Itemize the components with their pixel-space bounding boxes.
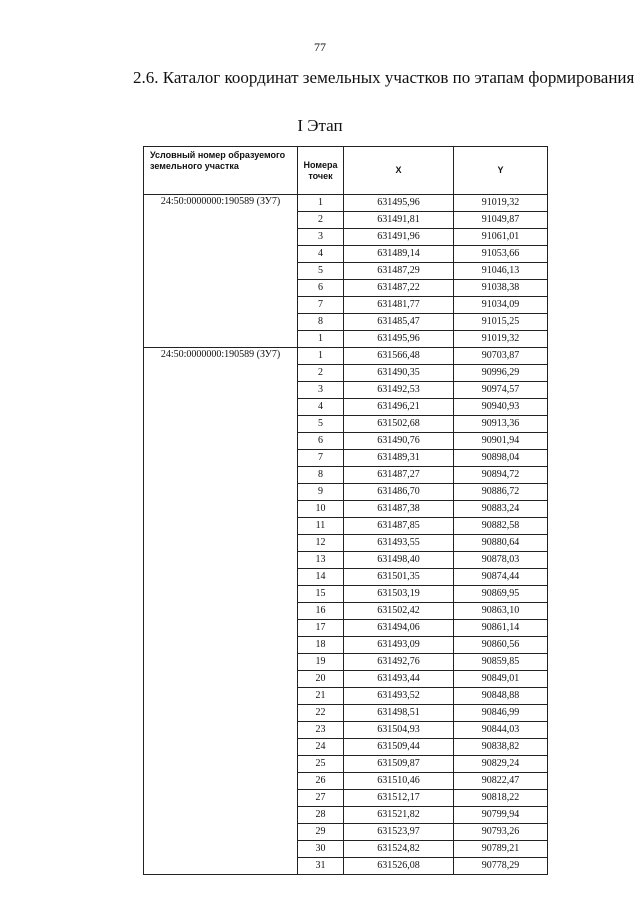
x-coordinate-cell: 631489,31 (344, 450, 454, 467)
point-number-cell: 8 (298, 314, 344, 331)
point-number-cell: 17 (298, 620, 344, 637)
x-coordinate-cell: 631501,35 (344, 569, 454, 586)
x-coordinate-cell: 631524,82 (344, 841, 454, 858)
table-row (144, 348, 548, 365)
x-coordinate-cell: 631521,82 (344, 807, 454, 824)
header-point-number: Номера точек (298, 147, 344, 195)
point-number-cell: 26 (298, 773, 344, 790)
point-number-cell: 29 (298, 824, 344, 841)
header-x: X (344, 147, 454, 195)
point-number-cell: 6 (298, 433, 344, 450)
y-coordinate-cell: 90799,94 (454, 807, 548, 824)
point-number-cell: 22 (298, 705, 344, 722)
point-number-cell: 19 (298, 654, 344, 671)
y-coordinate-cell: 90869,95 (454, 586, 548, 603)
y-coordinate-cell: 90793,26 (454, 824, 548, 841)
point-number-cell: 24 (298, 739, 344, 756)
y-coordinate-cell: 90844,03 (454, 722, 548, 739)
x-coordinate-cell: 631493,55 (344, 535, 454, 552)
point-number-cell: 2 (298, 212, 344, 229)
y-coordinate-cell: 91019,32 (454, 195, 548, 212)
x-coordinate-cell: 631566,48 (344, 348, 454, 365)
table-header-row (144, 147, 548, 195)
x-coordinate-cell: 631495,96 (344, 331, 454, 348)
y-coordinate-cell: 90913,36 (454, 416, 548, 433)
y-coordinate-cell: 90974,57 (454, 382, 548, 399)
point-number-cell: 4 (298, 246, 344, 263)
point-number-cell: 3 (298, 229, 344, 246)
section-heading: 2.6. Каталог координат земельных участков по этапам формирования (133, 68, 635, 87)
header-parcel-number: Условный номер образуемого земельного участка (144, 147, 298, 195)
table-row (144, 195, 548, 212)
point-number-cell: 28 (298, 807, 344, 824)
point-number-cell: 10 (298, 501, 344, 518)
y-coordinate-cell: 90894,72 (454, 467, 548, 484)
point-number-cell: 21 (298, 688, 344, 705)
y-coordinate-cell: 90778,29 (454, 858, 548, 875)
point-number-cell: 7 (298, 450, 344, 467)
y-coordinate-cell: 90886,72 (454, 484, 548, 501)
x-coordinate-cell: 631491,81 (344, 212, 454, 229)
y-coordinate-cell: 91038,38 (454, 280, 548, 297)
x-coordinate-cell: 631502,68 (344, 416, 454, 433)
y-coordinate-cell: 91015,25 (454, 314, 548, 331)
x-coordinate-cell: 631487,22 (344, 280, 454, 297)
x-coordinate-cell: 631487,29 (344, 263, 454, 280)
stage-title: I Этап (297, 116, 343, 135)
x-coordinate-cell: 631493,52 (344, 688, 454, 705)
x-coordinate-cell: 631492,76 (344, 654, 454, 671)
x-coordinate-cell: 631509,87 (344, 756, 454, 773)
y-coordinate-cell: 90822,47 (454, 773, 548, 790)
point-number-cell: 2 (298, 365, 344, 382)
y-coordinate-cell: 90860,56 (454, 637, 548, 654)
x-coordinate-cell: 631492,53 (344, 382, 454, 399)
x-coordinate-cell: 631485,47 (344, 314, 454, 331)
x-coordinate-cell: 631494,06 (344, 620, 454, 637)
point-number-cell: 4 (298, 399, 344, 416)
point-number-cell: 30 (298, 841, 344, 858)
point-number-cell: 1 (298, 195, 344, 212)
y-coordinate-cell: 90829,24 (454, 756, 548, 773)
y-coordinate-cell: 91019,32 (454, 331, 548, 348)
y-coordinate-cell: 90883,24 (454, 501, 548, 518)
x-coordinate-cell: 631526,08 (344, 858, 454, 875)
y-coordinate-cell: 90874,44 (454, 569, 548, 586)
header-y: Y (454, 147, 548, 195)
y-coordinate-cell: 90838,82 (454, 739, 548, 756)
coordinate-catalog-table (143, 146, 548, 875)
x-coordinate-cell: 631512,17 (344, 790, 454, 807)
y-coordinate-cell: 90878,03 (454, 552, 548, 569)
point-number-cell: 12 (298, 535, 344, 552)
x-coordinate-cell: 631481,77 (344, 297, 454, 314)
point-number-cell: 6 (298, 280, 344, 297)
y-coordinate-cell: 90863,10 (454, 603, 548, 620)
y-coordinate-cell: 90898,04 (454, 450, 548, 467)
y-coordinate-cell: 90861,14 (454, 620, 548, 637)
y-coordinate-cell: 90789,21 (454, 841, 548, 858)
x-coordinate-cell: 631502,42 (344, 603, 454, 620)
point-number-cell: 23 (298, 722, 344, 739)
point-number-cell: 15 (298, 586, 344, 603)
point-number-cell: 1 (298, 331, 344, 348)
x-coordinate-cell: 631523,97 (344, 824, 454, 841)
y-coordinate-cell: 90818,22 (454, 790, 548, 807)
parcel-number-cell: 24:50:0000000:190589 (ЗУ7) (144, 195, 298, 348)
table-body (144, 195, 548, 875)
x-coordinate-cell: 631510,46 (344, 773, 454, 790)
page-number: 77 (314, 40, 326, 54)
point-number-cell: 31 (298, 858, 344, 875)
x-coordinate-cell: 631504,93 (344, 722, 454, 739)
y-coordinate-cell: 90940,93 (454, 399, 548, 416)
point-number-cell: 16 (298, 603, 344, 620)
point-number-cell: 8 (298, 467, 344, 484)
point-number-cell: 20 (298, 671, 344, 688)
x-coordinate-cell: 631487,85 (344, 518, 454, 535)
point-number-cell: 18 (298, 637, 344, 654)
x-coordinate-cell: 631487,27 (344, 467, 454, 484)
point-number-cell: 1 (298, 348, 344, 365)
y-coordinate-cell: 91061,01 (454, 229, 548, 246)
parcel-number-cell: 24:50:0000000:190589 (ЗУ7) (144, 348, 298, 875)
y-coordinate-cell: 90848,88 (454, 688, 548, 705)
point-number-cell: 7 (298, 297, 344, 314)
y-coordinate-cell: 91053,66 (454, 246, 548, 263)
x-coordinate-cell: 631496,21 (344, 399, 454, 416)
x-coordinate-cell: 631489,14 (344, 246, 454, 263)
x-coordinate-cell: 631490,76 (344, 433, 454, 450)
x-coordinate-cell: 631498,40 (344, 552, 454, 569)
point-number-cell: 5 (298, 263, 344, 280)
point-number-cell: 5 (298, 416, 344, 433)
point-number-cell: 11 (298, 518, 344, 535)
x-coordinate-cell: 631493,44 (344, 671, 454, 688)
point-number-cell: 27 (298, 790, 344, 807)
point-number-cell: 13 (298, 552, 344, 569)
point-number-cell: 9 (298, 484, 344, 501)
y-coordinate-cell: 90880,64 (454, 535, 548, 552)
point-number-cell: 25 (298, 756, 344, 773)
x-coordinate-cell: 631495,96 (344, 195, 454, 212)
y-coordinate-cell: 90703,87 (454, 348, 548, 365)
x-coordinate-cell: 631490,35 (344, 365, 454, 382)
x-coordinate-cell: 631509,44 (344, 739, 454, 756)
point-number-cell: 14 (298, 569, 344, 586)
y-coordinate-cell: 90859,85 (454, 654, 548, 671)
y-coordinate-cell: 90901,94 (454, 433, 548, 450)
x-coordinate-cell: 631486,70 (344, 484, 454, 501)
y-coordinate-cell: 91034,09 (454, 297, 548, 314)
x-coordinate-cell: 631498,51 (344, 705, 454, 722)
x-coordinate-cell: 631503,19 (344, 586, 454, 603)
y-coordinate-cell: 91046,13 (454, 263, 548, 280)
x-coordinate-cell: 631493,09 (344, 637, 454, 654)
y-coordinate-cell: 90882,58 (454, 518, 548, 535)
y-coordinate-cell: 90846,99 (454, 705, 548, 722)
y-coordinate-cell: 90996,29 (454, 365, 548, 382)
point-number-cell: 3 (298, 382, 344, 399)
x-coordinate-cell: 631491,96 (344, 229, 454, 246)
y-coordinate-cell: 90849,01 (454, 671, 548, 688)
y-coordinate-cell: 91049,87 (454, 212, 548, 229)
x-coordinate-cell: 631487,38 (344, 501, 454, 518)
